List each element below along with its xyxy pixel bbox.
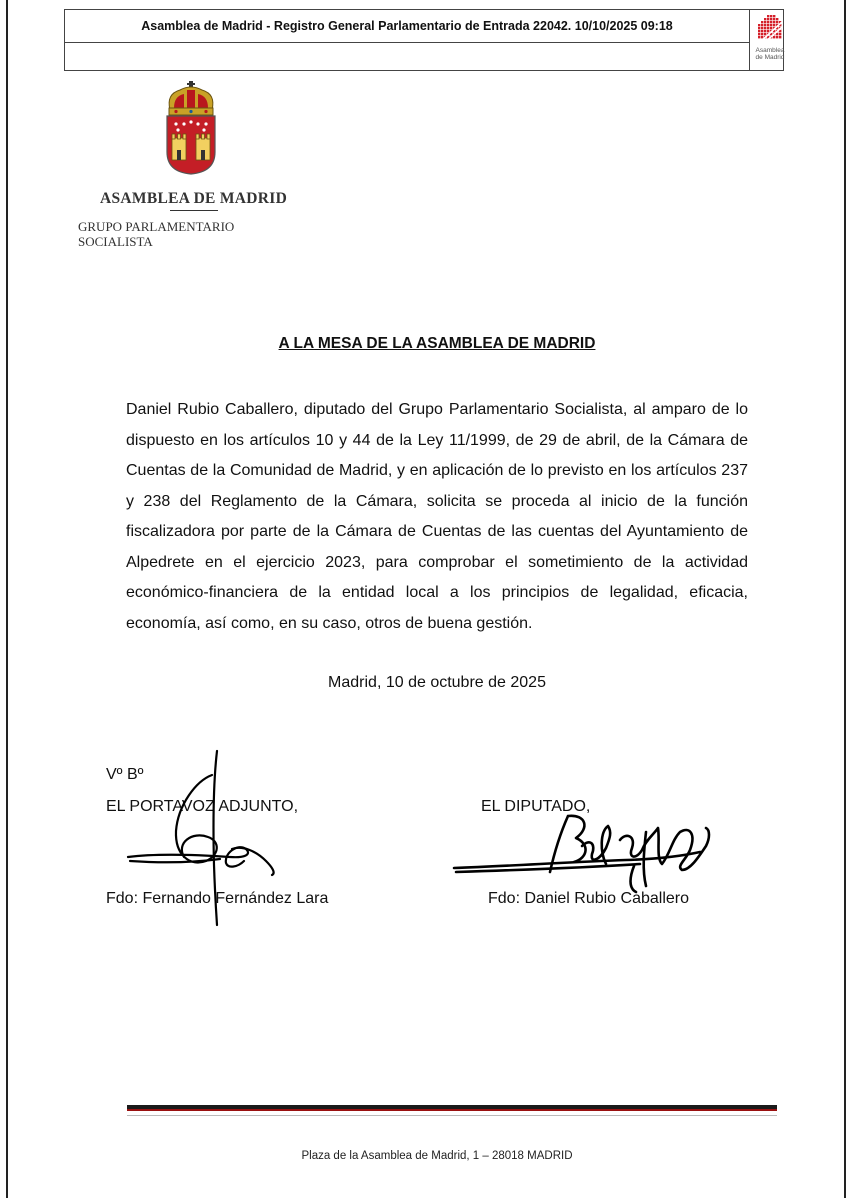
institution-underline — [170, 210, 218, 211]
asamblea-logo-icon — [755, 13, 785, 45]
right-signer-name: Fdo: Daniel Rubio Caballero — [488, 890, 689, 907]
registry-stamp-text: Asamblea de Madrid - Registro General Parlamentario de Entrada 22042. 10/10/2025 09:18 — [65, 10, 750, 43]
approval-mark: Vº Bº — [106, 766, 144, 783]
left-signer-name: Fdo: Fernando Fernández Lara — [106, 890, 329, 907]
group-line-1: GRUPO PARLAMENTARIO — [78, 219, 235, 234]
asamblea-logo-text — [755, 47, 785, 61]
right-handwritten-signature — [450, 810, 720, 910]
left-handwritten-signature — [120, 745, 290, 930]
footer-address: Plaza de la Asamblea de Madrid, 1 – 28018 MADRID — [301, 1150, 573, 1162]
right-signer-role: EL DIPUTADO, — [481, 798, 591, 815]
footer-rule — [127, 1105, 777, 1111]
registry-empty-cell — [65, 43, 750, 70]
document-body: Daniel Rubio Caballero, diputado del Grupo Parlamentario Socialista, al amparo de lo dispuesto en los artículos 10 y 44 de la Ley 11/1999, de 29 de abril, de la Cámara de Cuentas de la Comunidad de Madrid, y en aplicación de lo previsto en los artículos 237 y 238 del Reglamento de la Cámara, solicita se proceda al inicio de la función fiscalizadora por parte de la Cámara de Cuentas de las cuentas del Ayuntamiento de Alpedrete en el ejercicio 2023, para comprobar el sometimiento de la actividad económico-financiera de la entidad local a los principios de legalidad, eficacia, economía, así como, en su caso, otros de buena gestión. — [126, 401, 748, 632]
place-date: Madrid, 10 de octubre de 2025 — [328, 674, 546, 691]
institution-name: ASAMBLEA DE MADRID — [100, 190, 288, 207]
asamblea-logo-text-2: de Madrid — [755, 54, 785, 61]
left-signer-role: EL PORTAVOZ ADJUNTO, — [106, 798, 299, 815]
asamblea-logo-text-1: Asamblea — [755, 47, 785, 54]
registry-stamp-box — [64, 9, 784, 71]
footer-rule-shadow — [127, 1115, 777, 1116]
document-heading: A LA MESA DE LA ASAMBLEA DE MADRID — [278, 335, 596, 352]
parliamentary-group — [78, 219, 278, 249]
group-line-2: SOCIALISTA — [78, 234, 153, 249]
coat-of-arms-icon — [160, 80, 222, 176]
asamblea-logo — [755, 13, 785, 69]
